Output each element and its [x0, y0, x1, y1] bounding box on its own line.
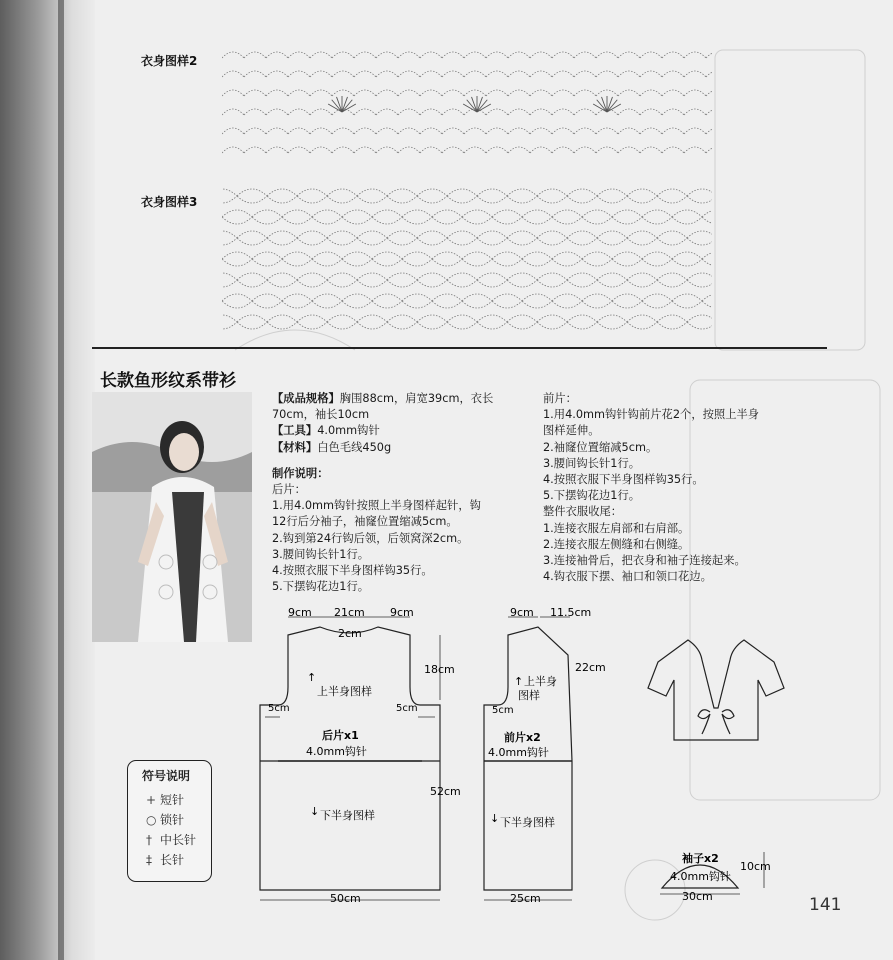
assembly-heading: 整件衣服收尾： [543, 505, 623, 519]
body-pattern-2-chart [222, 40, 712, 165]
book-spine-shadow [0, 0, 95, 960]
front-tool: 4.0mm钩针 [488, 746, 549, 759]
instructions-heading: 制作说明： [272, 466, 329, 480]
legend-label: 中长针 [160, 833, 197, 847]
front-step: 5.下摆钩花边1行。 [543, 489, 641, 503]
garment-sketch [640, 630, 790, 750]
legend-symbol-ch: ○ [146, 813, 157, 827]
body-pattern-3-chart [222, 178, 712, 338]
spec-block [272, 391, 493, 595]
section-divider [92, 347, 827, 349]
front-dim-armhole: 5cm [492, 705, 514, 716]
front-dim-neck-depth: 22cm [575, 661, 606, 674]
back-dim-neck-depth: 2cm [338, 627, 362, 640]
front-upper-pattern-2: 图样 [518, 689, 540, 702]
back-dim-shoulder-right: 9cm [390, 606, 414, 619]
front-assembly-block [543, 391, 759, 585]
back-arrow-down: ↓ [310, 805, 320, 818]
sleeve-piece-name: 袖子x2 [682, 852, 719, 865]
model-photo [92, 392, 252, 642]
front-lower-pattern: 下半身图样 [500, 816, 555, 829]
back-dim-width: 50cm [330, 892, 361, 905]
front-step: 2.袖窿位置缩减5cm。 [543, 440, 658, 454]
back-step: 4.按照衣服下半身图样钩35行。 [272, 564, 433, 578]
legend-symbol-dc: ‡ [146, 853, 152, 867]
front-step: 1.用4.0mm钩针钩前片花2个，按照上半身 [543, 408, 760, 422]
back-dim-armhole-left: 5cm [268, 703, 290, 714]
article-title: 长款鱼形纹系带衫 [100, 371, 236, 391]
back-step: 12行后分袖子，袖窿位置缩减5cm。 [272, 515, 458, 529]
book-gutter [58, 0, 64, 960]
back-piece-diagram [250, 605, 480, 910]
front-arrow-down: ↓ [490, 812, 500, 825]
tool-text: 4.0mm钩针 [317, 424, 380, 438]
front-heading: 前片： [543, 392, 577, 405]
front-dim-width: 25cm [510, 892, 541, 905]
back-step: 2.钩到第24行钩后领，后领窝深2cm。 [272, 531, 469, 545]
back-upper-pattern: 上半身图样 [317, 685, 372, 698]
page-number: 141 [809, 895, 842, 915]
assembly-step: 1.连接衣服左肩部和右肩部。 [543, 521, 690, 535]
front-dim-neck: 11.5cm [550, 606, 592, 619]
legend-item [146, 791, 184, 808]
spec-text-1: 胸围88cm，肩宽39cm，衣长 [339, 392, 494, 405]
assembly-step: 4.钩衣服下摆、袖口和领口花边。 [543, 570, 712, 584]
back-step: 5.下摆钩花边1行。 [272, 580, 370, 594]
back-step: 3.腰间钩长针1行。 [272, 547, 370, 561]
front-step: 4.按照衣服下半身图样钩35行。 [543, 473, 704, 487]
back-dim-lower-height: 52cm [430, 785, 461, 798]
back-piece-name: 后片x1 [322, 729, 359, 742]
sleeve-dim-width: 30cm [682, 890, 713, 903]
material-text: 白色毛线450g [317, 440, 392, 454]
assembly-step: 2.连接衣服左侧缝和右侧缝。 [543, 537, 690, 551]
assembly-step: 3.连接袖骨后，把衣身和袖子连接起来。 [543, 554, 746, 568]
tool-label: 【工具】 [272, 424, 318, 438]
spec-text-2: 70cm，袖长10cm [272, 408, 370, 422]
pattern3-label: 衣身图样3 [141, 195, 198, 209]
sleeve-dim-height: 10cm [740, 860, 771, 873]
front-arrow-up: ↑ [514, 675, 524, 688]
back-dim-armhole-height: 18cm [424, 663, 455, 676]
front-piece-diagram [480, 605, 620, 910]
front-upper-pattern-1: 上半身 [524, 675, 557, 688]
front-piece-name: 前片x2 [504, 731, 541, 744]
legend-title: 符号说明 [142, 769, 191, 783]
back-arrow-up: ↑ [307, 671, 317, 684]
sleeve-tool: 4.0mm钩针 [670, 870, 731, 883]
back-tool: 4.0mm钩针 [306, 745, 367, 758]
front-step: 3.腰间钩长针1行。 [543, 456, 641, 470]
legend-item [146, 811, 184, 828]
legend-label: 锁针 [160, 813, 185, 827]
model-photo-illustration [92, 392, 252, 642]
material-label: 【材料】 [272, 440, 318, 454]
legend-label: 短针 [160, 793, 185, 807]
legend-item [146, 851, 184, 868]
back-heading: 后片： [272, 483, 306, 497]
front-step: 图样延伸。 [543, 424, 600, 438]
legend-symbol-sc: + [146, 793, 157, 807]
spec-label: 【成品规格】 [272, 392, 340, 405]
sleeve-diagram [640, 830, 800, 910]
legend-label: 长针 [160, 853, 185, 867]
pattern2-label: 衣身图样2 [141, 54, 198, 68]
front-dim-shoulder: 9cm [510, 606, 534, 619]
symbol-legend [127, 760, 212, 882]
legend-symbol-hdc: † [146, 833, 152, 847]
legend-item [146, 831, 196, 848]
back-step: 1.用4.0mm钩针按照上半身图样起针，钩 [272, 499, 481, 513]
back-dim-shoulder-left: 9cm [288, 606, 312, 619]
back-dim-armhole-right: 5cm [396, 703, 418, 714]
back-dim-neck: 21cm [334, 606, 365, 619]
back-piece-outline [260, 627, 440, 890]
back-lower-pattern: 下半身图样 [320, 809, 375, 822]
